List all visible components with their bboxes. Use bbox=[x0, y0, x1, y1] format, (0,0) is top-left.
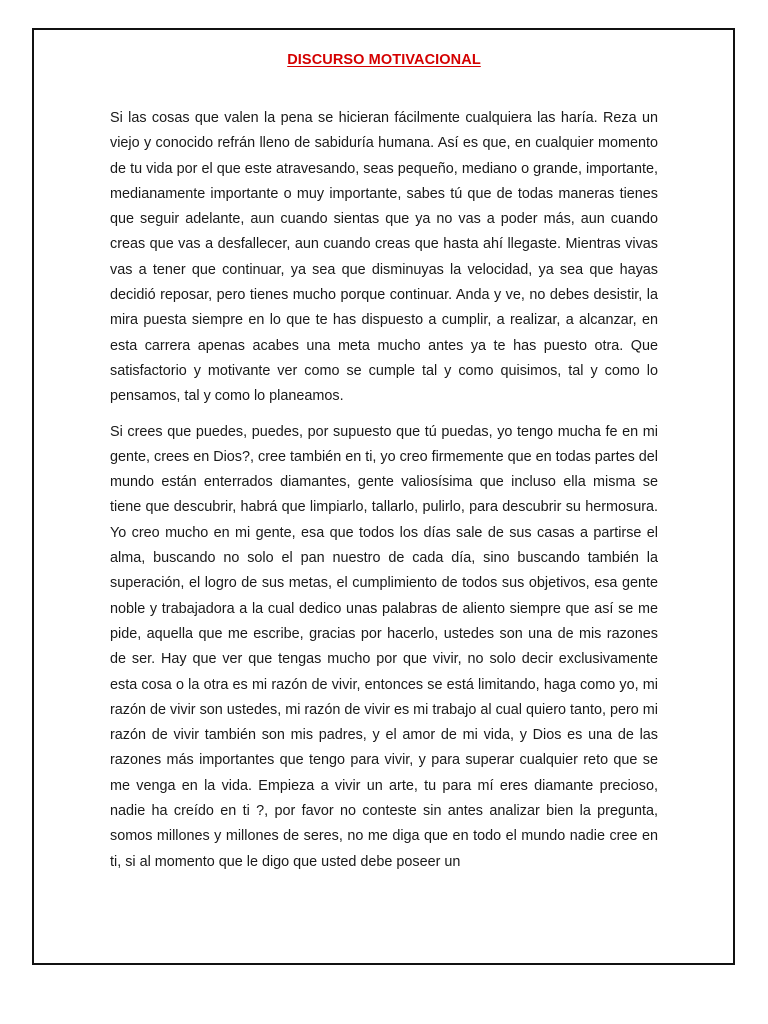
document-title: DISCURSO MOTIVACIONAL bbox=[287, 52, 481, 68]
paragraph-1: Si las cosas que valen la pena se hicieran fácilmente cualquiera las haría. Reza un viejo y conocido refrán lleno de sabiduría humana. Así es que, en cualquier momento de tu vida por el que este atravesando, seas pequeño, mediano o grande, importante, medianamente importante o muy importante, sabes tú que de todas maneras tienes que seguir adelante, aun cuando sientas que ya no vas a poder más, aun cuando creas que vas a desfallecer, aun cuando creas que hasta ahí llegaste. Mientras vivas vas a tener que continuar, ya sea que disminuyas la velocidad, ya sea que hayas decidió reposar, pero tienes mucho porque continuar. Anda y ve, no debes desistir, la mira puesta siempre en lo que te has dispuesto a cumplir, a realizar, a alcanzar, en esta carrera apenas acabes una meta mucho antes ya te has puesto otra. Que satisfactorio y motivante ver como se cumple tal y como quisimos, tal y como lo pensamos, tal y como lo planeamos. bbox=[110, 110, 658, 405]
paragraph-2: Si crees que puedes, puedes, por supuesto que tú puedas, yo tengo mucha fe en mi gente, crees en Dios?, cree también en ti, yo creo firmemente que en todas partes del mundo están enterrados diamantes, gente valiosísima que incluso ella misma se tiene que descubrir, habrá que limpiarlo, tallarlo, pulirlo, para descubrir su hermosura. Yo creo mucho en mi gente, esa que todos los días sale de sus casas a partirse el alma, buscando no solo el pan nuestro de cada día, sino buscando también la superación, el logro de sus metas, el cumplimiento de todos sus objetivos, esa gente noble y trabajadora a la cual dedico unas palabras de aliento siempre que así se me pide, aquella que me escribe, gracias por hacerlo, ustedes son una de mis razones de ser. Hay que ver que tengas mucho por que vivir, no solo decir exclusivamente esta cosa o la otra es mi razón de vivir, entonces se está limitando, haga como yo, mi razón de vivir son ustedes, mi razón de vivir es mi trabajo al cual quiero tanto, pero mi razón de vivir también son mis padres, y el amor de mi vida, y Dios es una de las razones más importantes que tengo para vivir, y para superar cualquier reto que se me venga en la vida. Empieza a vivir un arte, tu para mí eres diamante precioso, nadie ha creído en ti ?, por favor no conteste sin antes analizar bien la pregunta, somos millones y millones de seres, no me diga que en todo el mundo nadie cree en ti, si al momento que le digo que usted debe poseer un bbox=[110, 423, 658, 870]
document-body bbox=[110, 106, 658, 875]
